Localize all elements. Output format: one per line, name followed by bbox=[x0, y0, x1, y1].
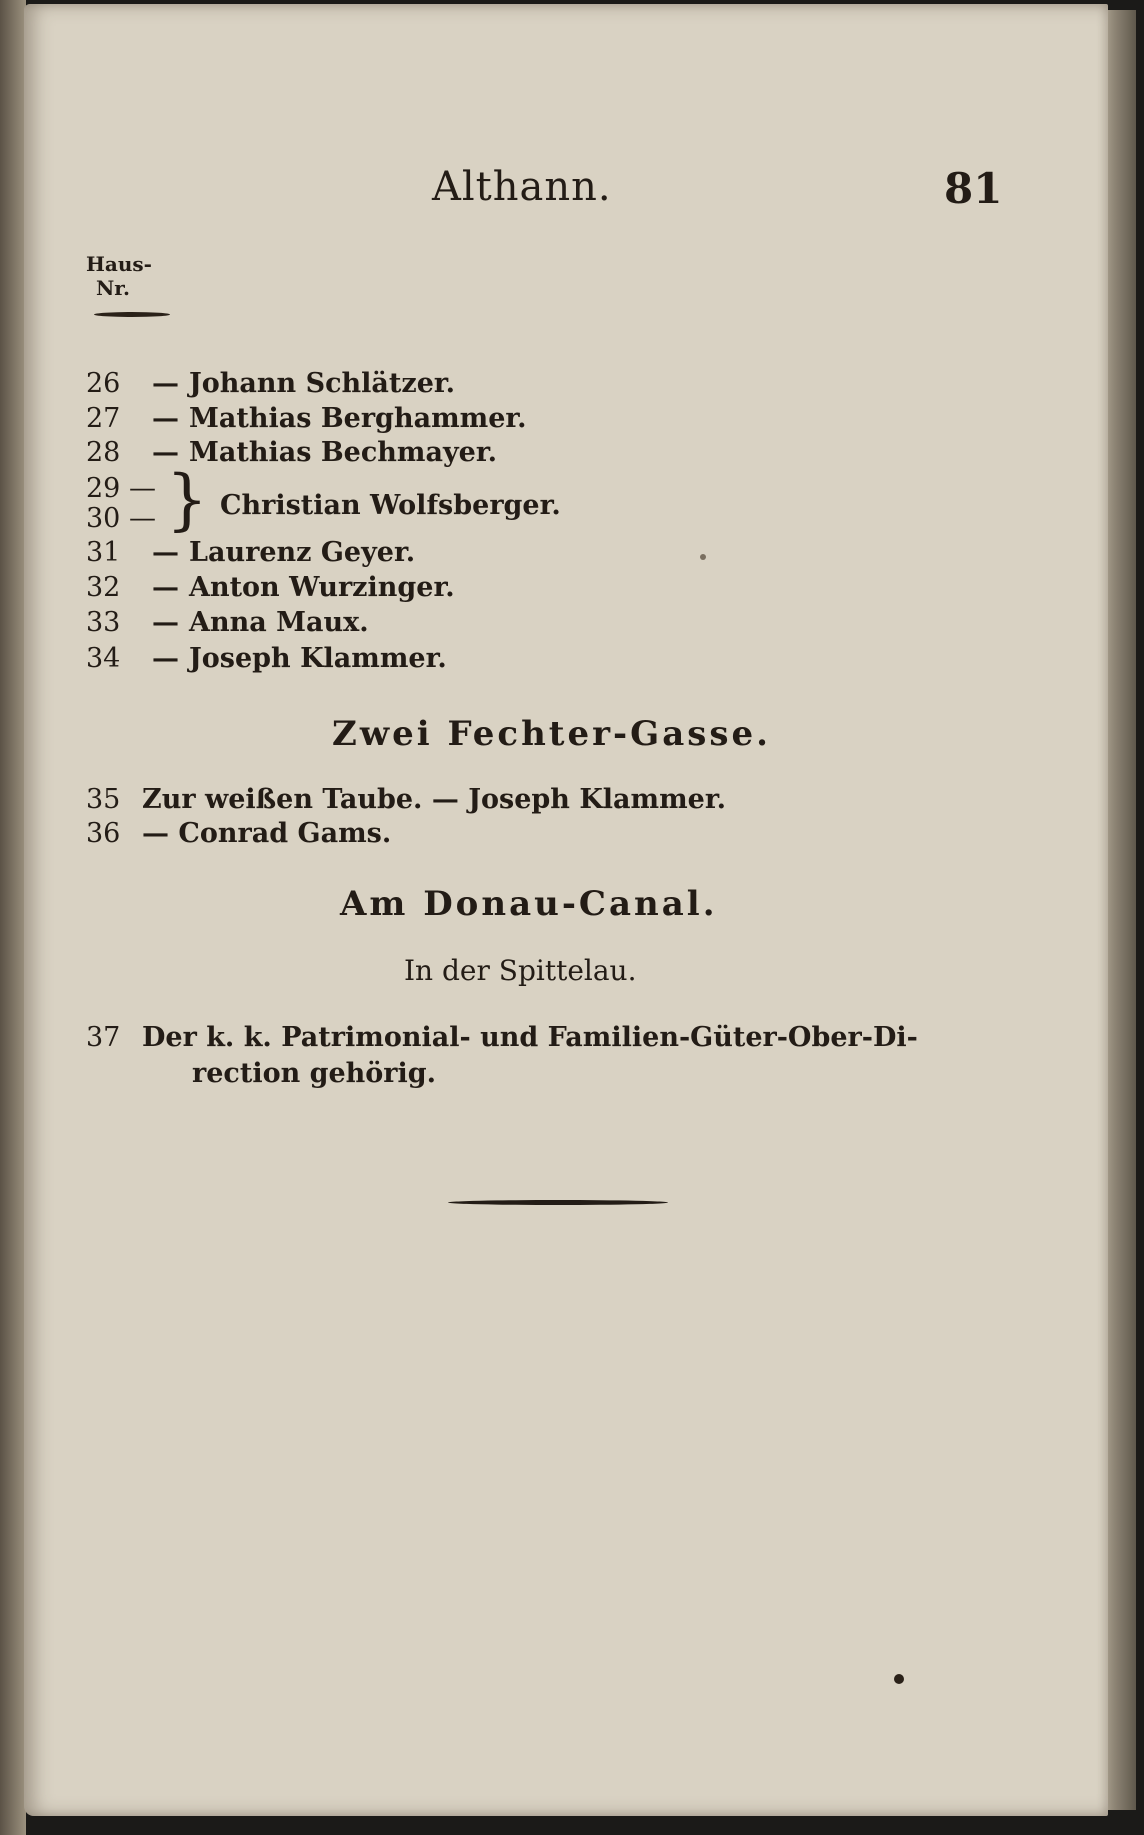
closing-rule bbox=[448, 1200, 668, 1205]
house-label-line2: Nr. bbox=[96, 276, 130, 300]
list-item bbox=[86, 1022, 918, 1053]
house-number: 35 bbox=[86, 784, 121, 815]
resident-name: Joseph Klammer. bbox=[189, 643, 447, 674]
page-title: Althann. bbox=[432, 164, 612, 210]
list-item bbox=[86, 784, 726, 815]
page-number: 81 bbox=[944, 164, 1003, 213]
house-number: 29 bbox=[86, 473, 121, 504]
house-number: 36 bbox=[86, 818, 121, 849]
house-number: 30 bbox=[86, 503, 121, 534]
list-item: 28 — Mathias Bechmayer. bbox=[86, 437, 497, 468]
list-item bbox=[86, 818, 391, 849]
house-label-line1: Haus- bbox=[86, 252, 152, 276]
book-page bbox=[24, 4, 1108, 1816]
list-item: 33 — Anna Maux. bbox=[86, 607, 369, 638]
entry-text: Der k. k. Patrimonial- und Familien-Güter-Ober-Di- bbox=[142, 1022, 918, 1053]
section-subheading: In der Spittelau. bbox=[404, 954, 637, 987]
house-number: 27 bbox=[86, 403, 121, 434]
list-item: 34 — Joseph Klammer. bbox=[86, 643, 447, 674]
house-number: 34 bbox=[86, 643, 121, 674]
house-number: 26 bbox=[86, 368, 121, 399]
house-number: 32 bbox=[86, 572, 121, 603]
house-number: 33 bbox=[86, 607, 121, 638]
list-item: 32 — Anton Wurzinger. bbox=[86, 572, 455, 603]
list-item: 26 — Johann Schlätzer. bbox=[86, 368, 456, 399]
house-number: 28 bbox=[86, 437, 121, 468]
resident-name: Mathias Bechmayer. bbox=[189, 437, 497, 468]
house-number-label bbox=[86, 252, 152, 300]
resident-name: Johann Schlätzer. bbox=[189, 368, 456, 399]
ink-spot bbox=[894, 1674, 904, 1684]
brace-symbol: } bbox=[166, 461, 208, 538]
entry-text: — Conrad Gams. bbox=[142, 818, 392, 849]
list-item: 27 — Mathias Berghammer. bbox=[86, 403, 527, 434]
book-gutter bbox=[0, 0, 26, 1835]
entry-text: Zur weißen Taube. — Joseph Klammer. bbox=[142, 784, 727, 815]
label-underline bbox=[94, 312, 170, 317]
bracket-resident-name: Christian Wolfsberger. bbox=[220, 490, 561, 521]
list-item: 31 — Laurenz Geyer. bbox=[86, 537, 416, 568]
entry-continuation: rection gehörig. bbox=[192, 1058, 437, 1089]
section-heading: Am Donau-Canal. bbox=[340, 884, 718, 924]
house-number: 31 bbox=[86, 537, 121, 568]
resident-name: Anna Maux. bbox=[189, 607, 369, 638]
resident-name: Anton Wurzinger. bbox=[189, 572, 455, 603]
bracket-numbers: 29 — 30 — bbox=[86, 473, 156, 534]
resident-name: Laurenz Geyer. bbox=[189, 537, 416, 568]
house-number: 37 bbox=[86, 1022, 121, 1053]
section-heading: Zwei Fechter-Gasse. bbox=[332, 714, 771, 754]
resident-name: Mathias Berghammer. bbox=[189, 403, 527, 434]
paper-speck bbox=[700, 554, 706, 560]
